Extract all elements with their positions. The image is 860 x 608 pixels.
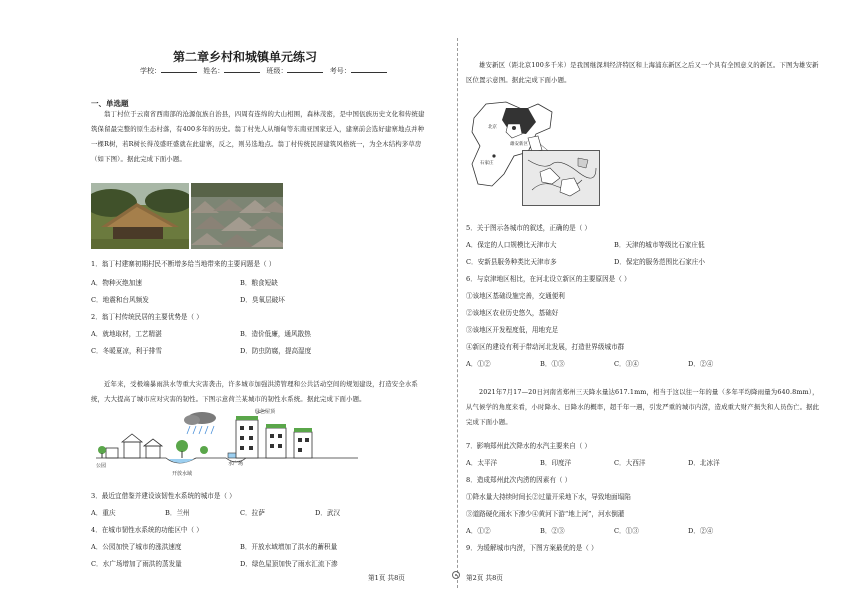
inset-map [522, 150, 600, 206]
school-label: 学校： [140, 67, 161, 75]
question-9-stem: 9．为缓解城市内涝，下图方案最优的是（ ） [466, 544, 598, 552]
q5-option-b[interactable]: B．天津的城市等级比石家庄低 [614, 241, 705, 249]
q6-option-b[interactable]: B．①③ [540, 360, 565, 368]
map-label-xiongan: 雄安新区 [510, 142, 528, 147]
q4-option-c[interactable]: C．水广场增加了雨洪的蒸发量 [91, 560, 182, 568]
question-3-stem: 3．最近宜借鉴并建设该韧性水系统的城市是（ ） [91, 492, 236, 500]
passage-xiongan: 雄安新区（距北京100多千米）是我国继深圳经济特区和上海浦东新区之后又一个具有全国意义的新区。下图为雄安新区位置示意图。据此完成下面小题。 [466, 61, 819, 84]
map-label-beijing: 北京 [488, 125, 497, 130]
q2-option-a[interactable]: A．就地取材，工艺精湛 [91, 330, 162, 338]
label-park: 公园 [96, 463, 107, 469]
q6-statement-2: ②该地区农业历史悠久，基础好 [466, 309, 559, 317]
q4-option-b[interactable]: B．开放水域增加了洪水的蓄积量 [240, 543, 338, 551]
q2-option-d[interactable]: D．防虫防腐，提高湿度 [240, 347, 312, 355]
exam-no-blank[interactable] [351, 66, 387, 73]
class-label: 班级： [266, 67, 288, 75]
q1-option-b[interactable]: B．粮食短缺 [240, 279, 278, 287]
q3-option-a[interactable]: A．重庆 [91, 509, 116, 517]
village-roofs-photo [191, 183, 283, 249]
passage-zhengzhou: 2021年7月17—20日河南省郑州三天降水量达617.1mm，相当于这以往一年的量（多年平均降雨量为640.8mm），从气候学的角度来看，小时降水、日降水的概率，超千年一遇，引发严重的城市内涝，造成重大财产损失和人员伤亡。据此完成下面小题。 [466, 388, 820, 426]
footer-page-1: 第1页 共8页 [368, 574, 405, 582]
q6-option-c[interactable]: C．③④ [614, 360, 639, 368]
question-4-stem: 4．在城市韧性水系统的功能区中（ ） [91, 526, 203, 534]
q3-option-c[interactable]: C．拉萨 [240, 509, 265, 517]
q5-option-a[interactable]: A．保定的人口规模比天津市大 [466, 241, 557, 249]
label-water-square: 水广场 [228, 461, 244, 467]
passage-resilient-water: 近年来，受极端暴雨洪水等重大灾害袭击，许多城市加强洪涝管理和公共活动空间的规划建设，打造安全水系统，大大提高了城市应对灾害的韧性。下图示意荷兰某城市的韧性水系统。据此完成下面小题。 [91, 380, 418, 403]
class-blank[interactable] [287, 66, 323, 73]
q8-option-b[interactable]: B．②③ [540, 527, 565, 535]
school-blank[interactable] [161, 66, 197, 73]
question-1-stem: 1．翁丁村建寨初期村民不断增多给当地带来的主要问题是（ ） [91, 260, 276, 268]
q6-option-d[interactable]: D．②④ [688, 360, 714, 368]
question-5-stem: 5．关于图示各城市的叙述，正确的是（ ） [466, 224, 591, 232]
q3-option-b[interactable]: B．兰州 [165, 509, 190, 517]
student-info-line [140, 66, 391, 76]
label-green-roof: 绿色屋顶 [255, 409, 276, 415]
question-7-stem: 7．影响郑州此次降水的水汽主要来自（ ） [466, 442, 591, 450]
q6-option-a[interactable]: A．①② [466, 360, 491, 368]
q2-option-c[interactable]: C．冬暖夏凉，利于排雪 [91, 347, 162, 355]
section-heading: 一、单选题 [91, 99, 129, 108]
q7-option-c[interactable]: C．大西洋 [614, 459, 646, 467]
thatched-hut-photo [91, 183, 189, 249]
q5-option-c[interactable]: C．安新县服务种类比天津市多 [466, 258, 557, 266]
q2-option-b[interactable]: B．造价低廉，通风散热 [240, 330, 311, 338]
right-page [430, 0, 860, 608]
q4-option-d[interactable]: D．绿色屋顶加快了雨水汇流下渗 [240, 560, 338, 568]
exam-no-label: 考号： [329, 67, 351, 75]
question-6-stem: 6．与京津地区相比，在河北设立新区的主要原因是（ ） [466, 275, 631, 283]
q7-option-b[interactable]: B．印度洋 [540, 459, 572, 467]
label-open-water: 开放水域 [172, 471, 193, 477]
q6-statement-1: ①该地区基础设施完善，交通便利 [466, 292, 565, 300]
q5-option-d[interactable]: D．保定的服务范围比石家庄小 [614, 258, 706, 266]
q1-option-c[interactable]: C．地震和台风频发 [91, 296, 149, 304]
footer-page-2: 第2页 共8页 [466, 574, 503, 582]
q1-option-a[interactable]: A．物种灭绝加速 [91, 279, 142, 287]
q1-option-d[interactable]: D．臭氧层破坏 [240, 296, 285, 304]
name-label: 姓名： [203, 67, 225, 75]
q8-option-a[interactable]: A．①② [466, 527, 491, 535]
q8-option-d[interactable]: D．②④ [688, 527, 714, 535]
q6-statement-3: ③该地区开发程度低，用地充足 [466, 326, 559, 334]
q8-statement-2: ③道路硬化雨水下渗少④黄河下游“地上河”，河水倒灌 [466, 510, 625, 518]
q7-option-a[interactable]: A．太平洋 [466, 459, 498, 467]
passage-wengding: 翁丁村位于云南省西南部的沧源佤族自治县，四周有连绵的大山相围，森林茂密，是中国佤族历史文化和传统建筑保留最完整的原生态村落，有400多年的历史。翁丁村先人从缅甸等东南亚国家迁入，建寨前会选好建寨地点并种一棵R树，若R树长得茂盛旺盛就在此建寨，反之，则另选地点。翁丁村传统民居建筑风格统一，为全木结构茅草房（如下图）。据此完成下面小题。 [91, 110, 425, 163]
question-2-stem: 2．翁丁村传统民居的主要优势是（ ） [91, 313, 203, 321]
water-system-diagram [96, 408, 358, 480]
q7-option-d[interactable]: D．北冰洋 [688, 459, 720, 467]
q8-option-c[interactable]: C．①③ [614, 527, 639, 535]
q8-statement-1: ①降水量大持续时间长②过量开采地下水，导致地面塌陷 [466, 493, 631, 501]
page-title: 第二章乡村和城镇单元练习 [172, 50, 317, 64]
q4-option-a[interactable]: A．公园加快了城市的涨洪速度 [91, 543, 182, 551]
q6-statement-4: ④新区的建设有利于带动河北发展，打造世界级城市群 [466, 343, 625, 351]
map-label-shijiazhuang: 石家庄 [480, 161, 494, 166]
question-8-stem: 8．造成郑州此次内涝的因素有（ ） [466, 476, 572, 484]
q3-option-d[interactable]: D．武汉 [315, 509, 341, 517]
name-blank[interactable] [224, 66, 260, 73]
